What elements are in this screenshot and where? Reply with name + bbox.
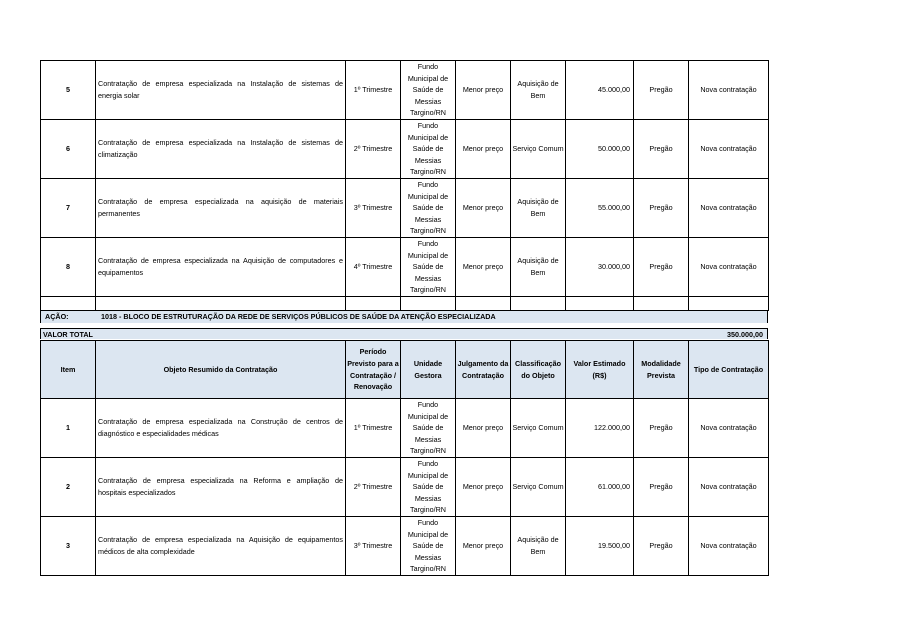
classification: Aquisição de Bem bbox=[511, 516, 566, 575]
item-number: 2 bbox=[41, 457, 96, 516]
header-value: Valor Estimado (R$) bbox=[566, 341, 634, 399]
action-title: 1018 - BLOCO DE ESTRUTURAÇÃO DA REDE DE SERVIÇOS PÚBLICOS DE SAÚDE DA ATENÇÃO ESPECIALIZADA bbox=[101, 312, 496, 321]
object-description: Contratação de empresa especializada na Reforma e ampliação de hospitais especializados bbox=[96, 457, 346, 516]
procurement-table-top bbox=[40, 60, 769, 311]
empty-cell bbox=[346, 296, 401, 310]
object-description: Contratação de empresa especializada na Aquisição de equipamentos médicos de alta complexidade bbox=[96, 516, 346, 575]
classification: Aquisição de Bem bbox=[511, 237, 566, 296]
judgment: Menor preço bbox=[456, 516, 511, 575]
managing-unit: Fundo Municipal de Saúde de Messias Targino/RN bbox=[401, 457, 456, 516]
top-rows bbox=[41, 61, 769, 311]
contract-type: Nova contratação bbox=[689, 457, 769, 516]
estimated-value: 45.000,00 bbox=[566, 61, 634, 120]
estimated-value: 30.000,00 bbox=[566, 237, 634, 296]
contract-type: Nova contratação bbox=[689, 178, 769, 237]
classification: Aquisição de Bem bbox=[511, 61, 566, 120]
period: 2º Trimestre bbox=[346, 457, 401, 516]
estimated-value: 61.000,00 bbox=[566, 457, 634, 516]
item-number: 3 bbox=[41, 516, 96, 575]
modality: Pregão bbox=[634, 119, 689, 178]
judgment: Menor preço bbox=[456, 237, 511, 296]
item-number: 6 bbox=[41, 119, 96, 178]
period: 4º Trimestre bbox=[346, 237, 401, 296]
classification: Serviço Comum bbox=[511, 457, 566, 516]
table-row bbox=[41, 61, 769, 120]
estimated-value: 19.500,00 bbox=[566, 516, 634, 575]
modality: Pregão bbox=[634, 237, 689, 296]
item-number: 7 bbox=[41, 178, 96, 237]
contract-type: Nova contratação bbox=[689, 399, 769, 458]
table-row bbox=[41, 178, 769, 237]
managing-unit: Fundo Municipal de Saúde de Messias Targino/RN bbox=[401, 119, 456, 178]
total-value-amount: 350.000,00 bbox=[727, 330, 763, 339]
classification: Serviço Comum bbox=[511, 399, 566, 458]
judgment: Menor preço bbox=[456, 399, 511, 458]
managing-unit: Fundo Municipal de Saúde de Messias Targino/RN bbox=[401, 61, 456, 120]
action-bar bbox=[40, 311, 768, 323]
table-row bbox=[41, 237, 769, 296]
classification: Serviço Comum bbox=[511, 119, 566, 178]
modality: Pregão bbox=[634, 178, 689, 237]
object-description: Contratação de empresa especializada na Aquisição de computadores e equipamentos bbox=[96, 237, 346, 296]
empty-cell bbox=[689, 296, 769, 310]
item-number: 1 bbox=[41, 399, 96, 458]
contract-type: Nova contratação bbox=[689, 61, 769, 120]
judgment: Menor preço bbox=[456, 457, 511, 516]
managing-unit: Fundo Municipal de Saúde de Messias Targino/RN bbox=[401, 516, 456, 575]
judgment: Menor preço bbox=[456, 119, 511, 178]
header-type: Tipo de Contratação bbox=[689, 341, 769, 399]
empty-cell bbox=[401, 296, 456, 310]
header-period: Período Previsto para a Contratação / Renovação bbox=[346, 341, 401, 399]
modality: Pregão bbox=[634, 399, 689, 458]
modality: Pregão bbox=[634, 61, 689, 120]
item-number: 5 bbox=[41, 61, 96, 120]
managing-unit: Fundo Municipal de Saúde de Messias Targino/RN bbox=[401, 178, 456, 237]
contract-type: Nova contratação bbox=[689, 237, 769, 296]
period: 1º Trimestre bbox=[346, 399, 401, 458]
item-number: 8 bbox=[41, 237, 96, 296]
contract-type: Nova contratação bbox=[689, 516, 769, 575]
managing-unit: Fundo Municipal de Saúde de Messias Targino/RN bbox=[401, 399, 456, 458]
empty-cell bbox=[634, 296, 689, 310]
empty-cell bbox=[566, 296, 634, 310]
estimated-value: 55.000,00 bbox=[566, 178, 634, 237]
procurement-table-bottom bbox=[40, 340, 769, 576]
header-judgment: Julgamento da Contratação bbox=[456, 341, 511, 399]
empty-cell bbox=[41, 296, 96, 310]
object-description: Contratação de empresa especializada na Construção de centros de diagnóstico e especialidades médicas bbox=[96, 399, 346, 458]
object-description: Contratação de empresa especializada na Instalação de sistemas de energia solar bbox=[96, 61, 346, 120]
table-row-empty bbox=[41, 296, 769, 310]
modality: Pregão bbox=[634, 457, 689, 516]
period: 3º Trimestre bbox=[346, 178, 401, 237]
modality: Pregão bbox=[634, 516, 689, 575]
table-row bbox=[41, 457, 769, 516]
empty-cell bbox=[96, 296, 346, 310]
table-header-row bbox=[41, 341, 769, 399]
classification: Aquisição de Bem bbox=[511, 178, 566, 237]
total-value-bar bbox=[40, 328, 768, 339]
header-classification: Classificação do Objeto bbox=[511, 341, 566, 399]
total-value-label: VALOR TOTAL bbox=[43, 330, 93, 339]
header-unit: Unidade Gestora bbox=[401, 341, 456, 399]
contract-type: Nova contratação bbox=[689, 119, 769, 178]
table-row bbox=[41, 516, 769, 575]
table-row bbox=[41, 119, 769, 178]
estimated-value: 50.000,00 bbox=[566, 119, 634, 178]
managing-unit: Fundo Municipal de Saúde de Messias Targino/RN bbox=[401, 237, 456, 296]
judgment: Menor preço bbox=[456, 178, 511, 237]
header-item: Item bbox=[41, 341, 96, 399]
empty-cell bbox=[456, 296, 511, 310]
empty-cell bbox=[511, 296, 566, 310]
object-description: Contratação de empresa especializada na aquisição de materiais permanentes bbox=[96, 178, 346, 237]
period: 2º Trimestre bbox=[346, 119, 401, 178]
judgment: Menor preço bbox=[456, 61, 511, 120]
header-modality: Modalidade Prevista bbox=[634, 341, 689, 399]
object-description: Contratação de empresa especializada na Instalação de sistemas de climatização bbox=[96, 119, 346, 178]
bottom-rows bbox=[41, 399, 769, 576]
period: 3º Trimestre bbox=[346, 516, 401, 575]
header-object: Objeto Resumido da Contratação bbox=[96, 341, 346, 399]
period: 1º Trimestre bbox=[346, 61, 401, 120]
action-label: AÇÃO: bbox=[45, 312, 69, 321]
table-row bbox=[41, 399, 769, 458]
estimated-value: 122.000,00 bbox=[566, 399, 634, 458]
